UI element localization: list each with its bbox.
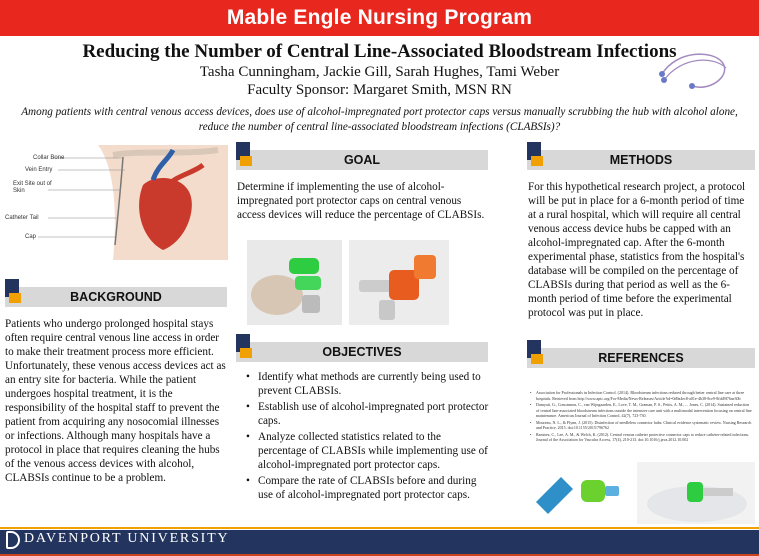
list-item: • Establish use of alcohol-impregnated port protector caps. — [240, 400, 490, 428]
catheter-image — [652, 42, 742, 100]
list-item: • Dumyati, G., Concannon, C., van Wijngaarden, E., Love, T. M., Graman, P. S., Pettis, A. M., ... Jones, C. (2014). Sustained reduction of central line-associated bloodstream infections outside the intensive care unit with a multimodal intervention focusing on central line maintenance. American Journal of Infection Control, 42(7), 723-730. — [530, 402, 752, 419]
port-cap-photo-2 — [349, 240, 449, 325]
objectives-list — [240, 370, 490, 504]
cap-photo-gloved-hand — [637, 462, 755, 524]
list-item: • Compare the rate of CLABSIs before and during use of alcohol-impregnated port protector caps. — [240, 474, 490, 502]
methods-text: For this hypothetical research project, a protocol will be put in place for a 6-month period of time at a rural hospital, which will require all central venous access device hubs be capped with an alcohol-impregnated cap. After the 6-month experimental phase, statistics from the hospital's database will be compiled on the percentage of CLABSIs during that period as well as the 6-month period of time before the experimental protocol was put in place. — [528, 181, 746, 319]
heading-marker — [5, 279, 19, 297]
authors: Tasha Cunningham, Jackie Gill, Sarah Hughes, Tami Weber — [199, 64, 560, 80]
label-catheter-tail: Catheter Tail — [5, 215, 39, 221]
references-list — [530, 390, 752, 444]
heading-marker — [236, 142, 250, 160]
list-item: • Identify what methods are currently being used to prevent CLABSIs. — [240, 370, 490, 398]
list-item: • Moureau, N. L., & Flynn, J. (2015). Disinfection of needleless connector hubs: Clinical evidence systematic review. Nursing Research and Practice, 2015. doi:10.1155/2015/796762 — [530, 420, 752, 431]
port-cap-photo — [247, 240, 342, 325]
label-cap: Cap — [25, 234, 37, 240]
list-item: • Analyze collected statistics related to the percentage of CLABSIs while implementing use of alcohol-impregnated port protector caps. — [240, 430, 490, 472]
goal-heading: GOAL — [236, 150, 488, 170]
program-header: Mable Engle Nursing Program — [0, 0, 759, 36]
label-vein-entry: Vein Entry — [25, 167, 53, 173]
label-exit-site: Exit Site out of Skin — [13, 181, 52, 194]
label-collar-bone: Collar Bone — [33, 155, 65, 161]
methods-heading: METHODS — [527, 150, 755, 170]
central-line-diagram — [3, 145, 228, 260]
heading-marker — [527, 340, 541, 358]
research-question: Among patients with central venous access devices, does use of alcohol-impregnated port protector caps versus manually scrubbing the hub with alcohol alone, reduce the number of central line-associated bloodstream infections (CLABSIs)? — [21, 106, 738, 133]
references-heading: REFERENCES — [527, 348, 755, 368]
faculty-sponsor: Faculty Sponsor: Margaret Smith, MSN RN — [247, 82, 512, 98]
cap-photo-blue-green — [531, 462, 626, 522]
background-text: Patients who undergo prolonged hospital stays often require central venous line access in order to make their treatment process more efficient. Unfortunately, these venous access devices act as an entry site for bacteria. While the patient undergoes hospital treatment, it is the responsibility of the hospital staff to prevent the patient from acquiring any nosocomial illnesses or infections. Although many hospitals have a protocol in place that requires cleaning the hubs of the venous access devices with alcohol, CLABSIs continue to be a problem. — [5, 318, 226, 484]
heading-marker — [236, 334, 250, 352]
poster-title: Reducing the Number of Central Line-Associated Bloodstream Infections — [82, 41, 677, 62]
list-item: • Ramirez, C., Lee, A. M., & Welch, K. (2012). Central venous catheter protective connector caps to reduce catheter-related infections. Journal of the Association for Vascular Access, 17(4), 210-213. doi:10.1016/j.java.2012.10.002 — [530, 432, 752, 443]
university-name: DAVENPORT UNIVERSITY — [24, 531, 230, 546]
objectives-heading: OBJECTIVES — [236, 342, 488, 362]
background-heading: BACKGROUND — [5, 287, 227, 307]
goal-text: Determine if implementing the use of alcohol-impregnated port protector caps on central venous access devices will reduce the percentage of CLABSIs. — [237, 181, 485, 221]
heading-marker — [527, 142, 541, 160]
list-item: • Association for Professionals in Infection Control. (2014). Bloodstream infections reduced through better central line care at three hospitals. Retrieved from http://www.apic.org/For-Media/News-Releases/Article?id=0d9a4ec8-a01e-4b38-8ce9-8fdd9f76ae30b — [530, 390, 752, 401]
